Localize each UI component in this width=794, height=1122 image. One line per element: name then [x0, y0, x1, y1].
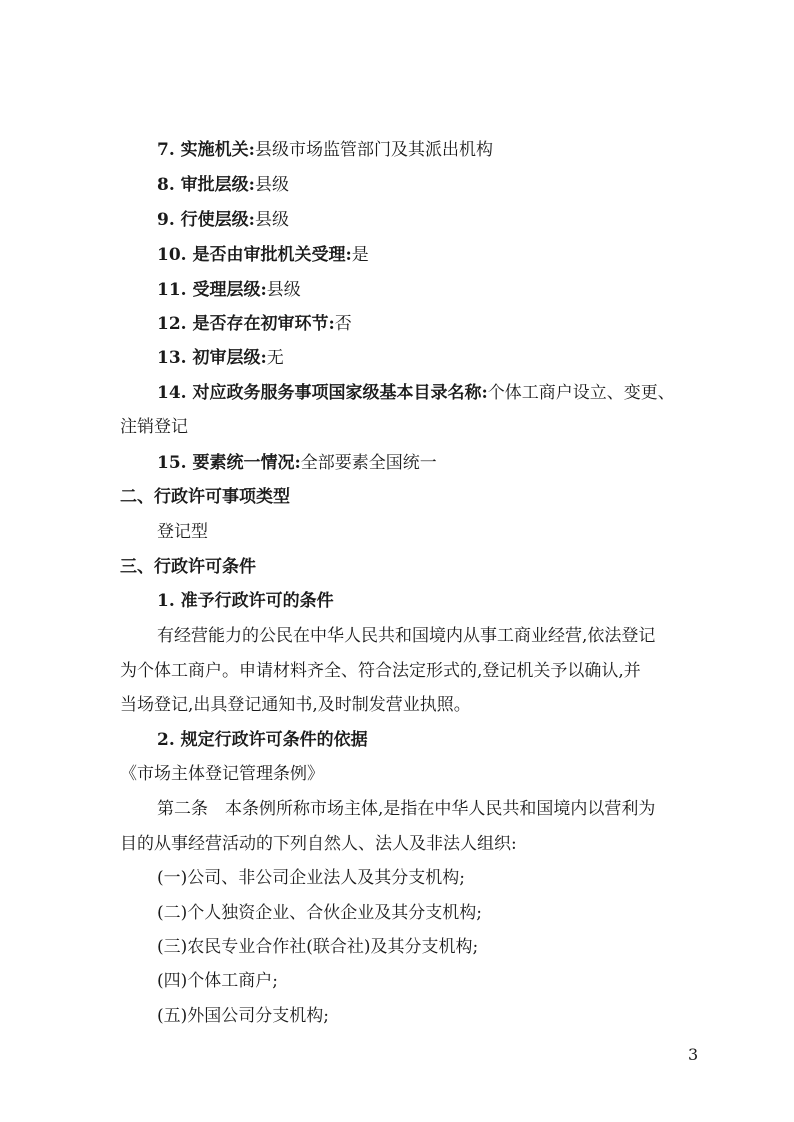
item-label: 11. 受理层级:	[157, 280, 267, 300]
section-2-heading: 二、行政许可事项类型	[120, 487, 290, 507]
item-14	[157, 382, 675, 404]
list-item: (四)个体工商户;	[157, 971, 278, 991]
item-value: 县级	[254, 210, 289, 230]
item-label: 8. 审批层级:	[157, 175, 255, 195]
item-7	[157, 139, 493, 161]
item-label: 13. 初审层级:	[157, 348, 267, 368]
item-value: 无	[266, 348, 284, 368]
item-value: 县级	[266, 280, 301, 300]
item-value: 个体工商户设立、变更、	[487, 383, 675, 403]
article-line: 第二条 本条例所称市场主体,是指在中华人民共和国境内以营利为	[157, 799, 656, 819]
list-item: (一)公司、非公司企业法人及其分支机构;	[157, 868, 465, 888]
item-label: 9. 行使层级:	[157, 210, 255, 230]
page-number: 3	[688, 1045, 699, 1064]
subheading-1: 1. 准予行政许可的条件	[157, 591, 334, 611]
subheading-2: 2. 规定行政许可条件的依据	[157, 730, 368, 750]
item-11	[157, 279, 301, 301]
item-8	[157, 174, 289, 196]
item-10	[157, 244, 369, 266]
paragraph-line: 当场登记,出具登记通知书,及时制发营业执照。	[120, 695, 471, 715]
item-value: 县级市场监管部门及其派出机构	[254, 140, 493, 160]
item-12	[157, 313, 352, 335]
item-9	[157, 209, 289, 231]
item-label: 15. 要素统一情况:	[157, 453, 301, 473]
list-item: (五)外国公司分支机构;	[157, 1006, 329, 1026]
paragraph-line: 有经营能力的公民在中华人民共和国境内从事工商业经营,依法登记	[157, 626, 656, 646]
item-value: 是	[351, 245, 369, 265]
article-line: 目的从事经营活动的下列自然人、法人及非法人组织:	[120, 834, 517, 854]
item-13	[157, 347, 284, 369]
list-item: (二)个人独资企业、合伙企业及其分支机构;	[157, 903, 482, 923]
item-14-continuation: 注销登记	[120, 417, 188, 437]
item-label: 14. 对应政务服务事项国家级基本目录名称:	[157, 383, 488, 403]
item-value: 否	[334, 314, 352, 334]
item-15	[157, 452, 437, 474]
item-label: 10. 是否由审批机关受理:	[157, 245, 352, 265]
item-value: 县级	[254, 175, 289, 195]
paragraph-line: 为个体工商户。申请材料齐全、符合法定形式的,登记机关予以确认,并	[120, 661, 641, 681]
item-label: 7. 实施机关:	[157, 140, 255, 160]
section-3-heading: 三、行政许可条件	[120, 557, 256, 577]
list-item: (三)农民专业合作社(联合社)及其分支机构;	[157, 937, 479, 957]
section-2-body: 登记型	[157, 522, 208, 542]
item-value: 全部要素全国统一	[300, 453, 437, 473]
item-label: 12. 是否存在初审环节:	[157, 314, 335, 334]
law-title: 《市场主体登记管理条例》	[120, 764, 324, 784]
